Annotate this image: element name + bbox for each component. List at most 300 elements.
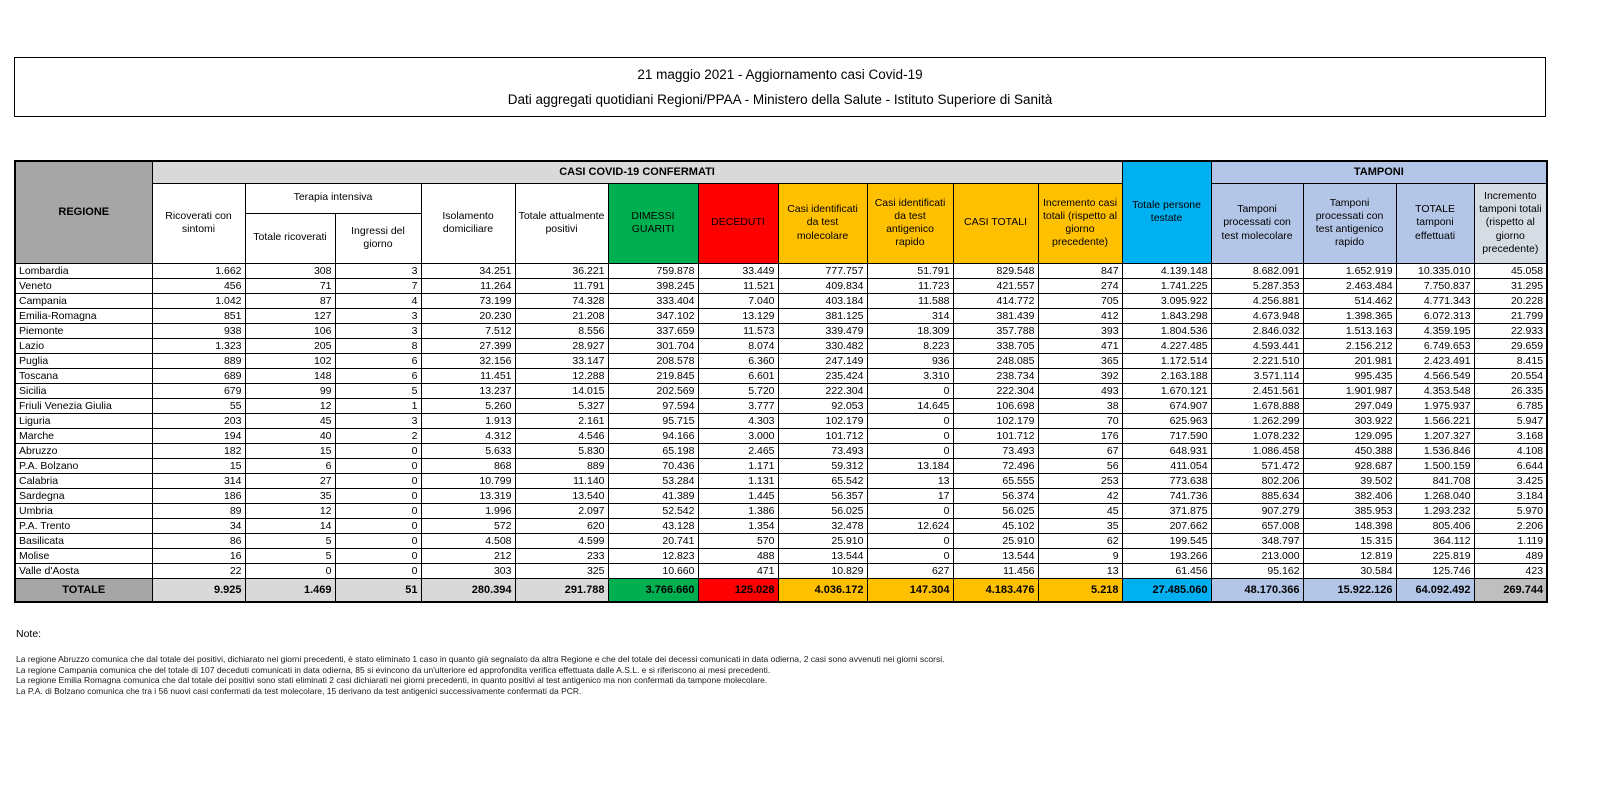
value-cell: 1.042 (152, 293, 245, 308)
value-cell: 4.303 (698, 413, 778, 428)
value-cell: 1.500.159 (1396, 458, 1474, 473)
value-cell: 571.472 (1211, 458, 1303, 473)
value-cell: 773.638 (1122, 473, 1211, 488)
value-cell: 657.008 (1211, 518, 1303, 533)
total-value-cell: 9.925 (152, 578, 245, 602)
value-cell: 0 (335, 488, 421, 503)
value-cell: 9 (1038, 548, 1122, 563)
value-cell: 73.493 (953, 443, 1038, 458)
value-cell: 3.425 (1474, 473, 1547, 488)
value-cell: 13 (867, 473, 953, 488)
value-cell: 679 (152, 383, 245, 398)
value-cell: 13.544 (778, 548, 867, 563)
value-cell: 1.386 (698, 503, 778, 518)
value-cell: 338.705 (953, 338, 1038, 353)
col-header-totale-tamponi: TOTALE tamponi effettuati (1396, 183, 1474, 263)
value-cell: 16 (152, 548, 245, 563)
table-row (15, 383, 1547, 398)
value-cell: 471 (698, 563, 778, 578)
table-row (15, 308, 1547, 323)
notes-section (16, 628, 1576, 696)
notes-lines (16, 654, 1576, 696)
value-cell: 11.451 (421, 368, 515, 383)
value-cell: 1.445 (698, 488, 778, 503)
value-cell: 2.163.188 (1122, 368, 1211, 383)
value-cell: 67 (1038, 443, 1122, 458)
value-cell: 205 (245, 338, 335, 353)
value-cell: 314 (152, 473, 245, 488)
value-cell: 70 (1038, 413, 1122, 428)
notes-heading: Note: (16, 628, 42, 640)
value-cell: 0 (867, 548, 953, 563)
value-cell: 13.237 (421, 383, 515, 398)
value-cell: 308 (245, 263, 335, 278)
table-row (15, 428, 1547, 443)
value-cell: 381.125 (778, 308, 867, 323)
value-cell: 0 (335, 473, 421, 488)
col-header-deceduti: DECEDUTI (698, 183, 778, 263)
note-line: La P.A. di Bolzano comunica che tra i 56 nuovi casi confermati da test molecolare, 15 derivano da test antigenici successivamente confermati da PCR. (16, 685, 582, 696)
total-row (15, 578, 1547, 602)
value-cell: 62 (1038, 533, 1122, 548)
value-cell: 0 (867, 428, 953, 443)
value-cell: 2.206 (1474, 518, 1547, 533)
region-name: Liguria (15, 413, 152, 428)
total-value-cell: 291.788 (515, 578, 608, 602)
col-header-ingressi-giorno: Ingressi del giorno (335, 213, 421, 263)
value-cell: 193.266 (1122, 548, 1211, 563)
table-row (15, 548, 1547, 563)
value-cell: 13.540 (515, 488, 608, 503)
value-cell: 22 (152, 563, 245, 578)
value-cell: 1.804.536 (1122, 323, 1211, 338)
value-cell: 889 (515, 458, 608, 473)
value-cell: 87 (245, 293, 335, 308)
value-cell: 219.845 (608, 368, 698, 383)
value-cell: 385.953 (1303, 503, 1396, 518)
value-cell: 27.399 (421, 338, 515, 353)
value-cell: 20.741 (608, 533, 698, 548)
value-cell: 225.819 (1396, 548, 1474, 563)
value-cell: 27 (245, 473, 335, 488)
value-cell: 238.734 (953, 368, 1038, 383)
col-header-ricoverati: Ricoverati con sintomi (152, 183, 245, 263)
value-cell: 4.139.148 (1122, 263, 1211, 278)
value-cell: 8.415 (1474, 353, 1547, 368)
value-cell: 10.829 (778, 563, 867, 578)
value-cell: 18.309 (867, 323, 953, 338)
value-cell: 1.078.232 (1211, 428, 1303, 443)
value-cell: 21.208 (515, 308, 608, 323)
value-cell: 412 (1038, 308, 1122, 323)
value-cell: 1.662 (152, 263, 245, 278)
col-header-attualmente-positivi: Totale attualmente positivi (515, 183, 608, 263)
table-row (15, 278, 1547, 293)
table-row (15, 473, 1547, 488)
value-cell: 31.295 (1474, 278, 1547, 293)
total-value-cell: 269.744 (1474, 578, 1547, 602)
value-cell: 12 (245, 503, 335, 518)
value-cell: 1.293.232 (1396, 503, 1474, 518)
value-cell: 1.901.987 (1303, 383, 1396, 398)
value-cell: 95.162 (1211, 563, 1303, 578)
region-name: Sardegna (15, 488, 152, 503)
value-cell: 7 (335, 278, 421, 293)
value-cell: 2.097 (515, 503, 608, 518)
value-cell: 33.449 (698, 263, 778, 278)
value-cell: 212 (421, 548, 515, 563)
value-cell: 56.374 (953, 488, 1038, 503)
value-cell: 13.129 (698, 308, 778, 323)
total-value-cell: 4.036.172 (778, 578, 867, 602)
value-cell: 759.878 (608, 263, 698, 278)
value-cell: 1.086.458 (1211, 443, 1303, 458)
value-cell: 20.554 (1474, 368, 1547, 383)
value-cell: 101.712 (778, 428, 867, 443)
value-cell: 102.179 (778, 413, 867, 428)
value-cell: 456 (152, 278, 245, 293)
value-cell: 34 (152, 518, 245, 533)
value-cell: 936 (867, 353, 953, 368)
value-cell: 14.015 (515, 383, 608, 398)
value-cell: 247.149 (778, 353, 867, 368)
value-cell: 199.545 (1122, 533, 1211, 548)
value-cell: 235.424 (778, 368, 867, 383)
value-cell: 53.284 (608, 473, 698, 488)
value-cell: 2.451.561 (1211, 383, 1303, 398)
value-cell: 717.590 (1122, 428, 1211, 443)
value-cell: 1.172.514 (1122, 353, 1211, 368)
value-cell: 8.074 (698, 338, 778, 353)
value-cell: 0 (335, 443, 421, 458)
value-cell: 11.264 (421, 278, 515, 293)
value-cell: 13.184 (867, 458, 953, 473)
value-cell: 12.823 (608, 548, 698, 563)
value-cell: 325 (515, 563, 608, 578)
table-row (15, 338, 1547, 353)
total-value-cell: 5.218 (1038, 578, 1122, 602)
value-cell: 186 (152, 488, 245, 503)
value-cell: 40 (245, 428, 335, 443)
value-cell: 89 (152, 503, 245, 518)
tamponi-group-header: TAMPONI (1211, 161, 1547, 183)
value-cell: 0 (335, 548, 421, 563)
value-cell: 56 (1038, 458, 1122, 473)
value-cell: 11.140 (515, 473, 608, 488)
value-cell: 1.262.299 (1211, 413, 1303, 428)
value-cell: 627 (867, 563, 953, 578)
value-cell: 5.327 (515, 398, 608, 413)
value-cell: 3 (335, 263, 421, 278)
total-value-cell: 48.170.366 (1211, 578, 1303, 602)
value-cell: 0 (867, 443, 953, 458)
value-cell: 213.000 (1211, 548, 1303, 563)
value-cell: 56.025 (953, 503, 1038, 518)
total-value-cell: 1.469 (245, 578, 335, 602)
value-cell: 6.072.313 (1396, 308, 1474, 323)
value-cell: 0 (335, 503, 421, 518)
value-cell: 3 (335, 308, 421, 323)
value-cell: 572 (421, 518, 515, 533)
table-row (15, 458, 1547, 473)
totale-persone-testate-header: Totale persone testate (1122, 161, 1211, 263)
value-cell: 411.054 (1122, 458, 1211, 473)
table-row (15, 533, 1547, 548)
value-cell: 10.660 (608, 563, 698, 578)
value-cell: 409.834 (778, 278, 867, 293)
value-cell: 25.910 (953, 533, 1038, 548)
value-cell: 1.566.221 (1396, 413, 1474, 428)
value-cell: 4.546 (515, 428, 608, 443)
value-cell: 274 (1038, 278, 1122, 293)
value-cell: 4.566.549 (1396, 368, 1474, 383)
value-cell: 203 (152, 413, 245, 428)
value-cell: 1.913 (421, 413, 515, 428)
value-cell: 4.256.881 (1211, 293, 1303, 308)
table-row (15, 518, 1547, 533)
value-cell: 11.588 (867, 293, 953, 308)
value-cell: 20.228 (1474, 293, 1547, 308)
region-name: Veneto (15, 278, 152, 293)
value-cell: 1.119 (1474, 533, 1547, 548)
value-cell: 777.757 (778, 263, 867, 278)
value-cell: 4.599 (515, 533, 608, 548)
value-cell: 148 (245, 368, 335, 383)
value-cell: 233 (515, 548, 608, 563)
value-cell: 938 (152, 323, 245, 338)
value-cell: 106 (245, 323, 335, 338)
region-name: P.A. Trento (15, 518, 152, 533)
value-cell: 403.184 (778, 293, 867, 308)
region-name: Lombardia (15, 263, 152, 278)
value-cell: 303 (421, 563, 515, 578)
value-cell: 4.227.485 (1122, 338, 1211, 353)
value-cell: 314 (867, 308, 953, 323)
value-cell: 0 (335, 518, 421, 533)
total-value-cell: 3.766.660 (608, 578, 698, 602)
value-cell: 36.221 (515, 263, 608, 278)
value-cell: 127 (245, 308, 335, 323)
value-cell: 33.147 (515, 353, 608, 368)
value-cell: 5.720 (698, 383, 778, 398)
value-cell: 6 (245, 458, 335, 473)
value-cell: 371.875 (1122, 503, 1211, 518)
value-cell: 1.996 (421, 503, 515, 518)
value-cell: 15.315 (1303, 533, 1396, 548)
value-cell: 889 (152, 353, 245, 368)
value-cell: 15 (152, 458, 245, 473)
value-cell: 907.279 (1211, 503, 1303, 518)
value-cell: 55 (152, 398, 245, 413)
region-name: Lazio (15, 338, 152, 353)
value-cell: 52.542 (608, 503, 698, 518)
value-cell: 339.479 (778, 323, 867, 338)
col-header-casi-molecolare: Casi identificati da test molecolare (778, 183, 867, 263)
value-cell: 65.198 (608, 443, 698, 458)
value-cell: 851 (152, 308, 245, 323)
terapia-intensiva-group-header: Terapia intensiva (245, 183, 421, 213)
value-cell: 0 (867, 503, 953, 518)
value-cell: 805.406 (1396, 518, 1474, 533)
value-cell: 45 (245, 413, 335, 428)
value-cell: 8 (335, 338, 421, 353)
value-cell: 45.102 (953, 518, 1038, 533)
value-cell: 207.662 (1122, 518, 1211, 533)
value-cell: 450.388 (1303, 443, 1396, 458)
value-cell: 2.156.212 (1303, 338, 1396, 353)
value-cell: 5.947 (1474, 413, 1547, 428)
value-cell: 1.131 (698, 473, 778, 488)
col-header-tamponi-molecolare: Tamponi processati con test molecolare (1211, 183, 1303, 263)
value-cell: 6.749.653 (1396, 338, 1474, 353)
value-cell: 34.251 (421, 263, 515, 278)
value-cell: 14.645 (867, 398, 953, 413)
value-cell: 45.058 (1474, 263, 1547, 278)
value-cell: 4.673.948 (1211, 308, 1303, 323)
value-cell: 841.708 (1396, 473, 1474, 488)
value-cell: 471 (1038, 338, 1122, 353)
col-header-casi-antigenico: Casi identificati da test antigenico rapido (867, 183, 953, 263)
value-cell: 741.736 (1122, 488, 1211, 503)
region-name: Valle d'Aosta (15, 563, 152, 578)
total-value-cell: 147.304 (867, 578, 953, 602)
value-cell: 0 (867, 383, 953, 398)
table-row (15, 353, 1547, 368)
value-cell: 65.542 (778, 473, 867, 488)
value-cell: 12 (245, 398, 335, 413)
value-cell: 15 (245, 443, 335, 458)
covid-data-table (14, 160, 1548, 603)
value-cell: 488 (698, 548, 778, 563)
table-row (15, 263, 1547, 278)
value-cell: 6.644 (1474, 458, 1547, 473)
value-cell: 41.389 (608, 488, 698, 503)
value-cell: 1.398.365 (1303, 308, 1396, 323)
table-row (15, 488, 1547, 503)
value-cell: 333.404 (608, 293, 698, 308)
value-cell: 129.095 (1303, 428, 1396, 443)
value-cell: 620 (515, 518, 608, 533)
value-cell: 5.970 (1474, 503, 1547, 518)
value-cell: 514.462 (1303, 293, 1396, 308)
value-cell: 689 (152, 368, 245, 383)
table-row (15, 413, 1547, 428)
value-cell: 74.328 (515, 293, 608, 308)
table-body (15, 263, 1547, 602)
value-cell: 705 (1038, 293, 1122, 308)
value-cell: 29.659 (1474, 338, 1547, 353)
value-cell: 5 (245, 548, 335, 563)
value-cell: 5.260 (421, 398, 515, 413)
value-cell: 11.521 (698, 278, 778, 293)
table-row (15, 563, 1547, 578)
value-cell: 4 (335, 293, 421, 308)
value-cell: 928.687 (1303, 458, 1396, 473)
value-cell: 4.312 (421, 428, 515, 443)
value-cell: 2.423.491 (1396, 353, 1474, 368)
region-column-header: REGIONE (15, 161, 152, 263)
value-cell: 3.777 (698, 398, 778, 413)
value-cell: 17 (867, 488, 953, 503)
value-cell: 382.406 (1303, 488, 1396, 503)
total-value-cell: 27.485.060 (1122, 578, 1211, 602)
total-value-cell: 64.092.492 (1396, 578, 1474, 602)
value-cell: 125.746 (1396, 563, 1474, 578)
report-title-box (14, 57, 1546, 117)
value-cell: 3.000 (698, 428, 778, 443)
value-cell: 32.478 (778, 518, 867, 533)
value-cell: 393 (1038, 323, 1122, 338)
value-cell: 4.593.441 (1211, 338, 1303, 353)
value-cell: 489 (1474, 548, 1547, 563)
value-cell: 4.359.195 (1396, 323, 1474, 338)
value-cell: 106.698 (953, 398, 1038, 413)
value-cell: 2.221.510 (1211, 353, 1303, 368)
value-cell: 392 (1038, 368, 1122, 383)
value-cell: 39.502 (1303, 473, 1396, 488)
value-cell: 423 (1474, 563, 1547, 578)
value-cell: 868 (421, 458, 515, 473)
value-cell: 12.819 (1303, 548, 1396, 563)
value-cell: 12.288 (515, 368, 608, 383)
casi-confermati-group-header: CASI COVID-19 CONFERMATI (152, 161, 1122, 183)
value-cell: 625.963 (1122, 413, 1211, 428)
value-cell: 35 (1038, 518, 1122, 533)
value-cell: 1.207.327 (1396, 428, 1474, 443)
value-cell: 51.791 (867, 263, 953, 278)
value-cell: 301.704 (608, 338, 698, 353)
value-cell: 97.594 (608, 398, 698, 413)
value-cell: 995.435 (1303, 368, 1396, 383)
value-cell: 3 (335, 413, 421, 428)
value-cell: 14 (245, 518, 335, 533)
value-cell: 102 (245, 353, 335, 368)
report-subtitle: Dati aggregati quotidiani Regioni/PPAA - Ministero della Salute - Istituto Superiore di Sanità (507, 91, 1053, 107)
value-cell: 222.304 (953, 383, 1038, 398)
value-cell: 11.573 (698, 323, 778, 338)
value-cell: 12.624 (867, 518, 953, 533)
region-name: Toscana (15, 368, 152, 383)
value-cell: 885.634 (1211, 488, 1303, 503)
value-cell: 176 (1038, 428, 1122, 443)
value-cell: 3.184 (1474, 488, 1547, 503)
value-cell: 1.323 (152, 338, 245, 353)
value-cell: 4.353.548 (1396, 383, 1474, 398)
value-cell: 0 (335, 563, 421, 578)
value-cell: 45 (1038, 503, 1122, 518)
value-cell: 1.843.298 (1122, 308, 1211, 323)
value-cell: 38 (1038, 398, 1122, 413)
value-cell: 182 (152, 443, 245, 458)
value-cell: 13.319 (421, 488, 515, 503)
value-cell: 337.659 (608, 323, 698, 338)
value-cell: 5.287.353 (1211, 278, 1303, 293)
total-label: TOTALE (15, 578, 152, 602)
value-cell: 3.571.114 (1211, 368, 1303, 383)
value-cell: 0 (335, 533, 421, 548)
table-row (15, 293, 1547, 308)
table-header (15, 161, 1547, 263)
value-cell: 101.712 (953, 428, 1038, 443)
value-cell: 56.025 (778, 503, 867, 518)
value-cell: 8.223 (867, 338, 953, 353)
note-line: La regione Abruzzo comunica che dal totale dei positivi, dichiarato nei giorni precedenti, è stato eliminato 1 caso in quanto già segnalato da altra Regione e che del totale dei decessi comunicati in data odierna, 2 casi sono avvenuti nei giorni scorsi. (16, 654, 945, 664)
value-cell: 4.508 (421, 533, 515, 548)
note-line: La regione Campania comunica che del totale di 107 deceduti comunicati in data odierna, 85 si evincono da un'ulteriore ed approfondita verifica effettuata dalle A.S.L. e si riferiscono ai mesi precedenti. (16, 664, 771, 675)
region-name: Emilia-Romagna (15, 308, 152, 323)
value-cell: 570 (698, 533, 778, 548)
value-cell: 56.357 (778, 488, 867, 503)
